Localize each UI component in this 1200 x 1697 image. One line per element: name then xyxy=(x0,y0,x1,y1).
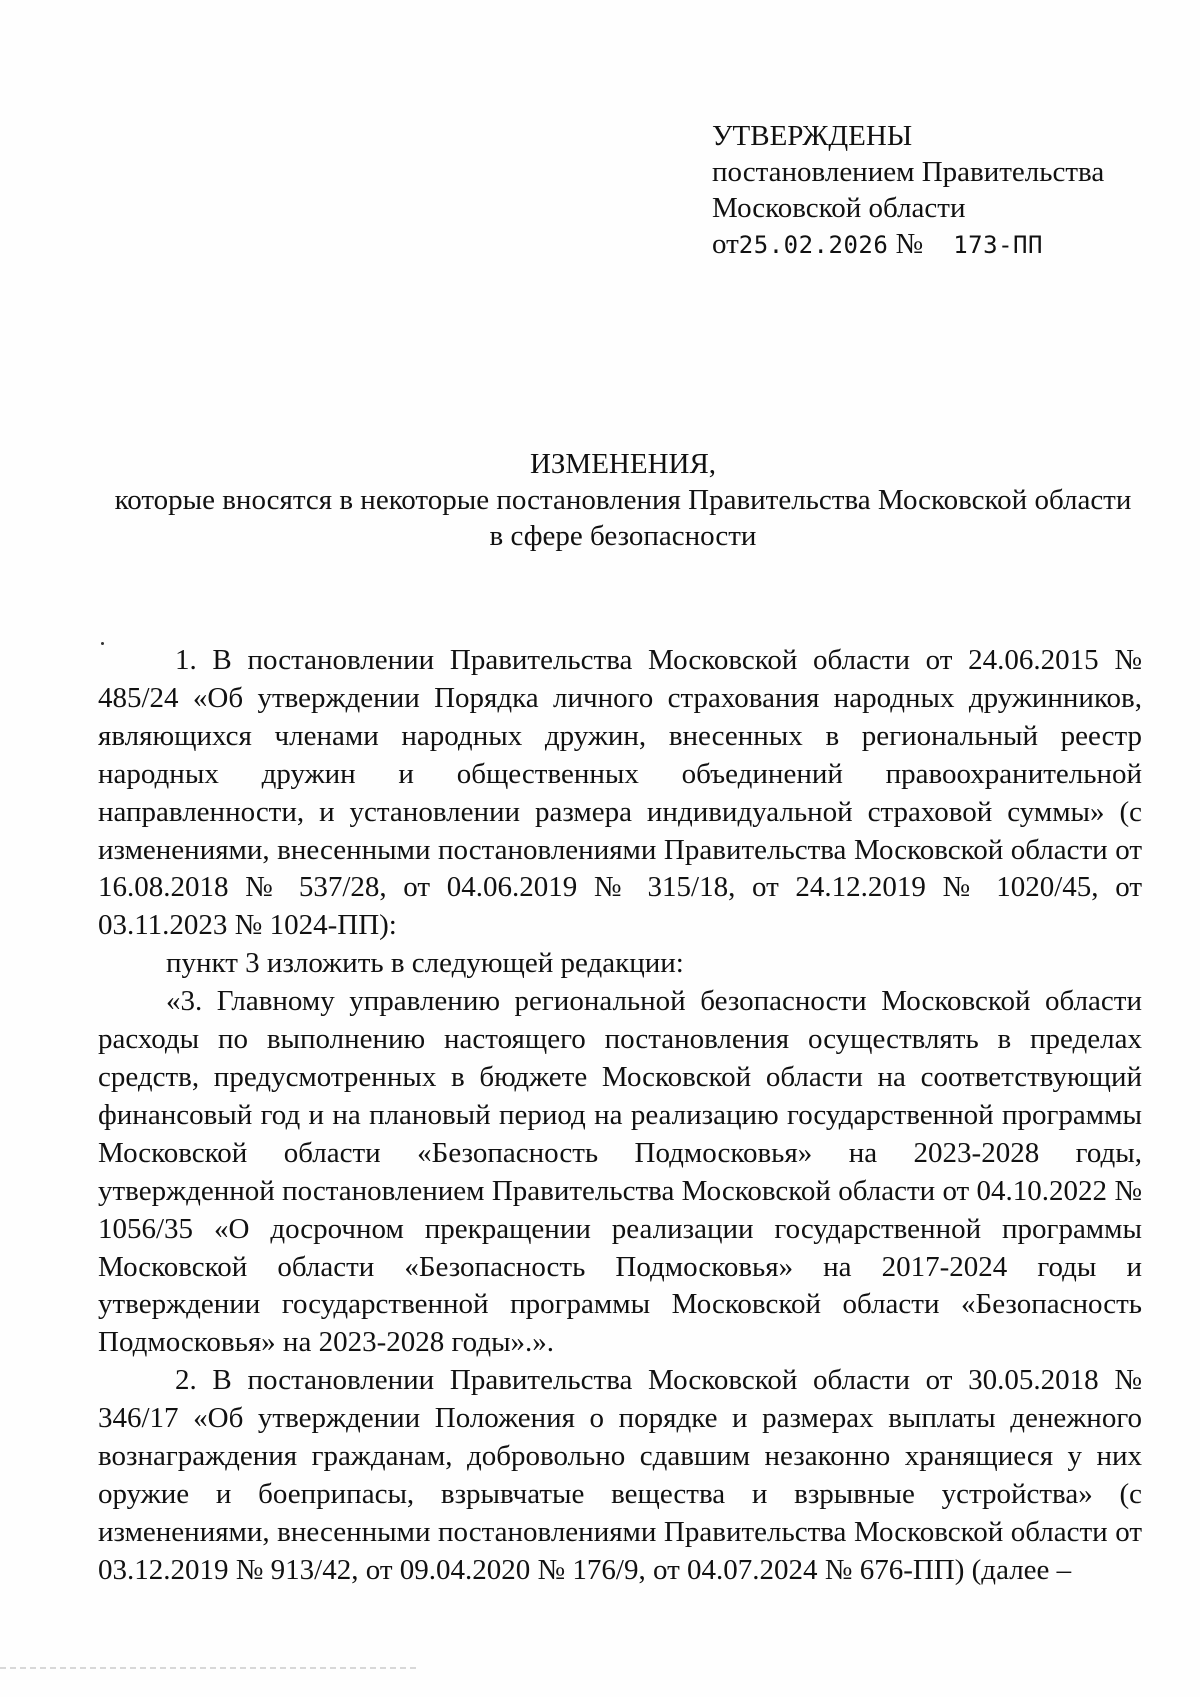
paragraph-item-1: 1. В постановлении Правительства Московской области от 24.06.2015 № 485/24 «Об утверждении Порядка личного страхования народных дружинников, являющихся членами народных дружин, внесенных в региональный реестр народных дружин и общественных объединений правоохранительной направленности, и установлении размера индивидуальной страховой суммы» (с изменениями, внесенными постановлениями Правительства Московской области от 16.08.2018 № 537/28, от 04.06.2019 № 315/18, от 24.12.2019 № 1020/45, от 03.11.2023 № 1024-ПП): xyxy=(98,644,1142,942)
approval-region: Московской области xyxy=(712,192,966,224)
approval-block xyxy=(712,118,1104,263)
approval-date-line xyxy=(712,226,1104,263)
document-subtitle-line-1: которые вносятся в некоторые постановления Правительства Московской области xyxy=(114,484,1132,516)
approval-number: 173-ПП xyxy=(953,231,1043,259)
document-body xyxy=(98,642,1142,1590)
approval-number-sign: № xyxy=(895,228,924,260)
scan-edge-artifact xyxy=(0,1667,420,1669)
approval-date-prefix: от xyxy=(712,228,739,260)
approval-issuer: постановлением Правительства xyxy=(712,156,1105,188)
approval-heading: УТВЕРЖДЕНЫ xyxy=(712,120,913,152)
paragraph-instruction: пункт 3 изложить в следующей редакции: xyxy=(166,947,684,980)
paragraph-quoted-clause-3: «3. Главному управлению региональной безопасности Московской области расходы по выполнению настоящего постановления осуществлять в пределах средств, предусмотренных в бюджете Московской области на соответствующий финансовый год и на плановый период на реализацию государственной программы Московской области «Безопасность Подмосковья» на 2023-2028 годы, утвержденной постановлением Правительства Московской области от 04.10.2022 № 1056/35 «О досрочном прекращении реализации государственной программы Московской области «Безопасность Подмосковья» на 2017-2024 годы и утверждении государственной программы Московской области «Безопасность Подмосковья» на 2023-2028 годы».». xyxy=(98,985,1142,1359)
document-title-block xyxy=(0,446,1200,554)
approval-date: 25.02.2026 xyxy=(738,231,889,259)
document-title: ИЗМЕНЕНИЯ, xyxy=(529,448,717,480)
document-subtitle-line-2: в сфере безопасности xyxy=(489,520,757,552)
paragraph-item-2: 2. В постановлении Правительства Московской области от 30.05.2018 № 346/17 «Об утверждении Положения о порядке и размерах выплаты денежного вознаграждения гражданам, добровольно сдавшим незаконно хранящиеся у них оружие и боеприпасы, взрывчатые вещества и взрывные устройства» (с изменениями, внесенными постановлениями Правительства Московской области от 03.12.2019 № 913/42, от 09.04.2020 № 176/9, от 04.07.2024 № 676-ПП) (далее – xyxy=(98,1364,1142,1586)
